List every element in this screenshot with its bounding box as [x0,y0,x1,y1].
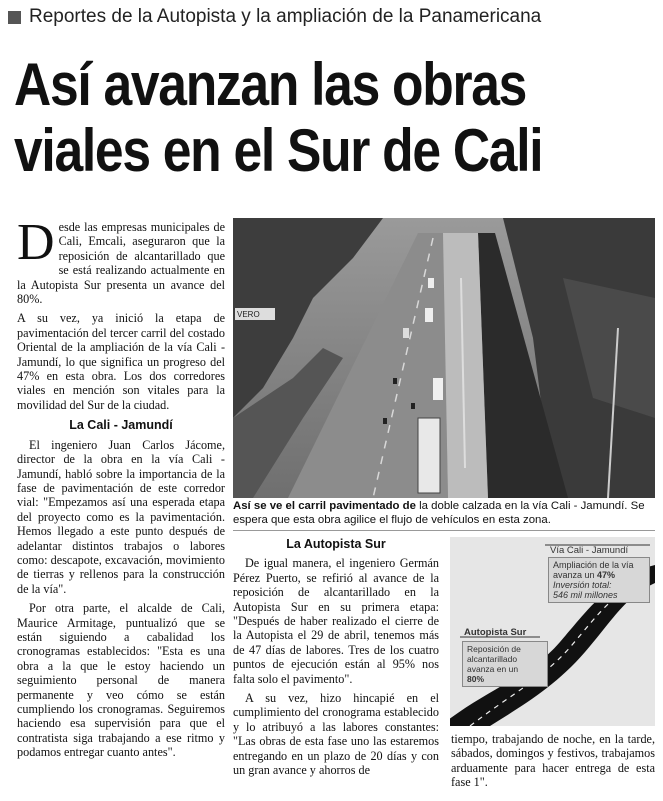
intro-paragraph: Desde las empresas municipales de Cali, Emcali, aseguraron que la reposición de alcantarillado que se está realizando actualmente en la Autopista Sur presenta un avance del 80%. [17,214,225,307]
photo-caption [233,499,655,527]
caption-text: la doble calzada en la vía Cali - Jamundí. Se espera que esta obra agilice el flujo de vehículos en esta zona. [233,500,645,526]
body-paragraph: A su vez, hizo hincapié en el cumplimiento del cronograma establecido y lo atribuyó a las labores constantes: "Las obras de esta fase uno las estaremos entregando en un plazo de 20 días y con un gran avance y ahorros de [233,691,439,778]
road-photo [233,218,655,498]
subhead-autopista-sur: La Autopista Sur [286,537,386,551]
caption-rule [233,530,655,531]
body-paragraph: De igual manera, el ingeniero Germán Pérez Puerto, se refirió al avance de la reposición de alcantarillado en la Autopista Sur en su primera etapa: "Después de haber realizado el cierre de la Autopista el 29 de abril, tenemos más de 47 días de labores. Tres de los cuatro puntos de ejecución están al 95% nos falta solo el pavimento". [233,556,439,686]
square-bullet-icon [8,11,21,24]
intro-paragraph-2: A su vez, ya inició la etapa de pavimentación del tercer carril del costado Oriental de la ampliación de la vía Cali - Jamundí, lo que significa un progreso del 47% en esta obra. Los dos corredores viales en mención son vitales para la movilidad del Sur de la ciudad. [17,311,225,412]
middle-column [233,537,439,783]
headline [14,52,663,184]
left-column [17,214,225,765]
headline-line-2: viales en el Sur de Cali [14,117,543,184]
info-invest-label: Inversión total: [553,580,612,590]
info-bottom-pct: 80% [467,674,485,684]
section-kicker [8,4,541,30]
info-top-title: Vía Cali - Jamundí [550,545,629,556]
infographic [450,537,655,726]
roadside-sign: VERO [237,310,260,319]
dropcap: D [17,214,55,271]
body-paragraph: Por otra parte, el alcalde de Cali, Maurice Armitage, puntualizó que se están siguiendo a cabalidad los cronogramas establecidos: "Esta es una obra a la que le estoy haciendo un seguimiento personal de manera permanente y veo cómo se están cumpliendo los cronogramas. Seguiremos haciendo esa supervisión para que el contratista siga trabajando a ese ritmo y podamos entregar cuanto antes". [17,601,225,760]
info-top-pct: 47% [597,570,616,580]
kicker-text: Reportes de la Autopista y la ampliación de la Panamericana [29,6,542,27]
info-invest-value: 546 mil millones [553,590,618,600]
caption-lead: Así se ve el carril pavimentado de [233,500,416,512]
info-bottom-box: Reposición de alcantarillado avanza en un 80% [462,641,548,687]
body-paragraph: El ingeniero Juan Carlos Jácome, director de la obra en la vía Cali - Jamundí, habló sobre la importancia de la fase de pavimentación de este corredor vial: "Empezamos así una esperada etapa del proyecto como es la pavimentación. Hemos llegado a este punto después de adelantar distintos trabajos o labores como: descapote, excavación, movimiento de tierras y rellenos para la construcción de la vía". [17,437,225,596]
subhead-cali-jamundi: La Cali - Jamundí [69,418,173,433]
info-top-box: Ampliación de la vía avanza un 47% Inversión total: 546 mil millones [548,557,650,603]
right-column [451,732,655,795]
headline-line-1: Así avanzan las obras [14,51,527,118]
info-bottom-title: Autopista Sur [464,627,527,638]
body-paragraph: tiempo, trabajando de noche, en la tarde, sábados, domingos y festivos, trabajamos arduamente para hacer entrega de esta fase 1". [451,732,655,790]
